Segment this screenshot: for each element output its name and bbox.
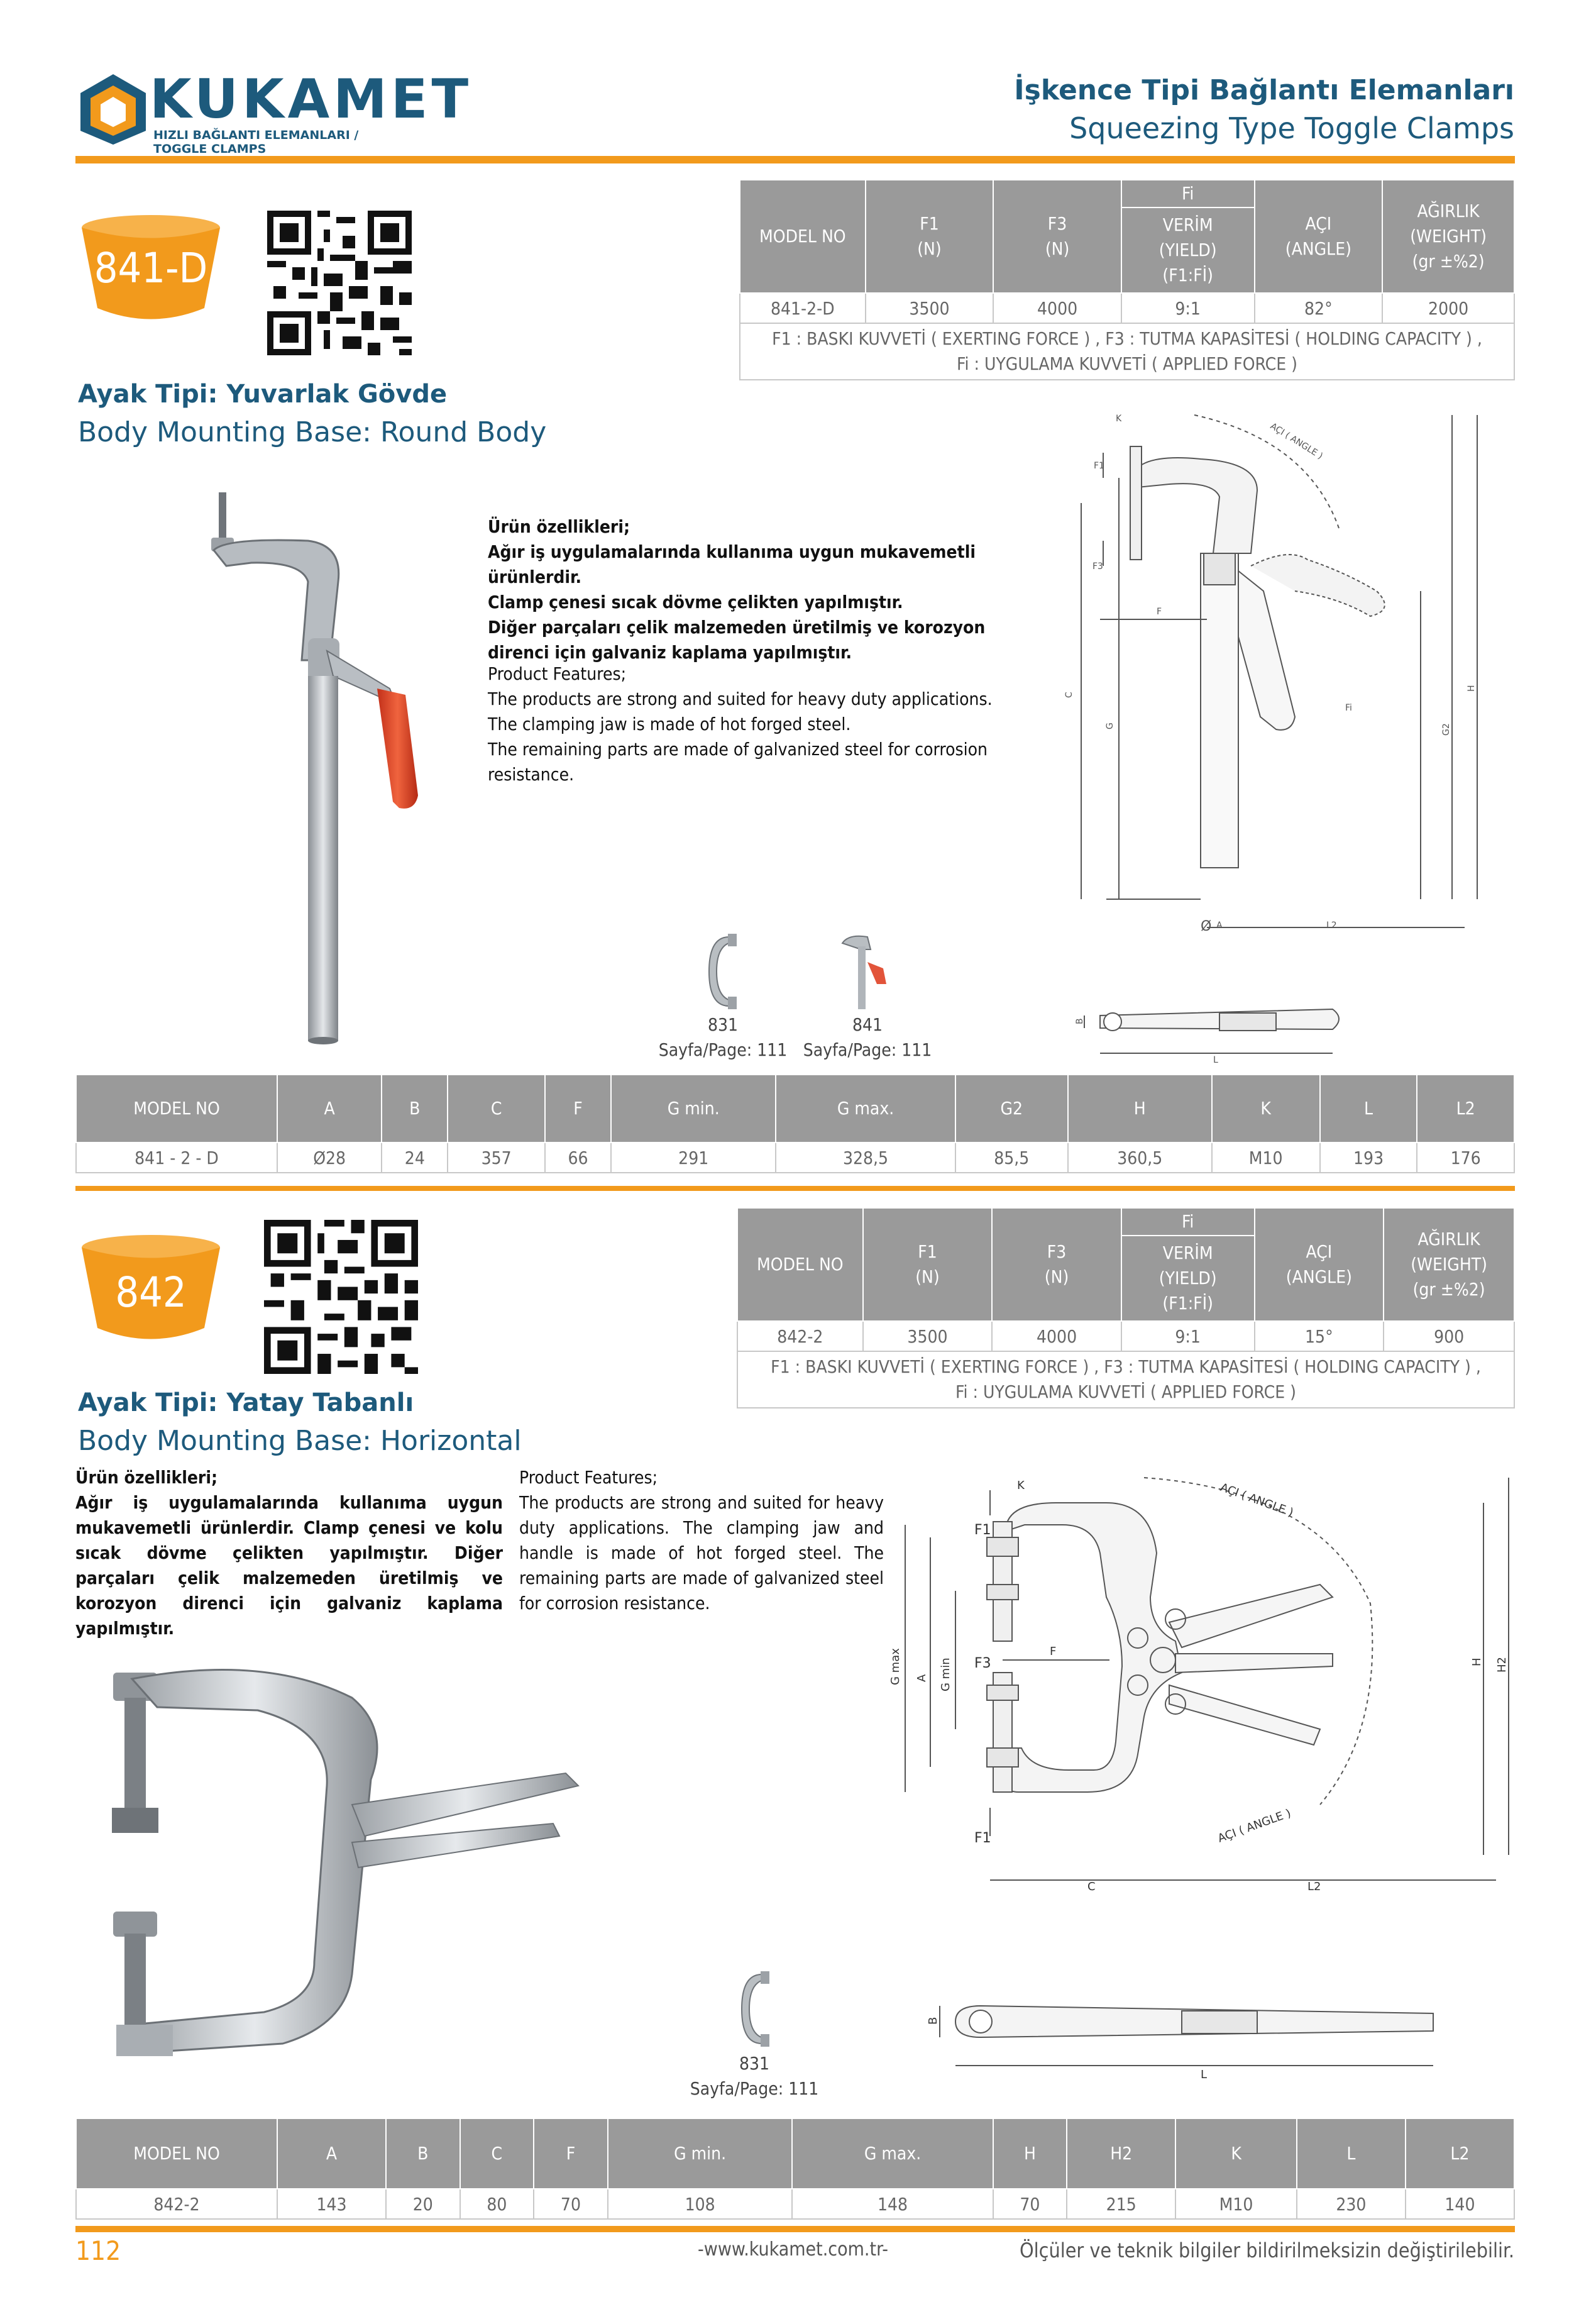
svg-text:L: L: [1201, 2068, 1208, 2081]
product-photo-842: [75, 1660, 629, 2069]
header-divider: [75, 156, 1515, 163]
svg-text:K: K: [1017, 1479, 1025, 1492]
svg-text:F: F: [1050, 1645, 1057, 1658]
dims-cell: 108: [608, 2189, 793, 2219]
dims-cell: 85,5: [955, 1143, 1068, 1173]
section-heading-tr: Ayak Tipi: Yuvarlak Gövde: [78, 380, 448, 409]
dims-header-cell: B: [386, 2118, 460, 2189]
dims-cell: 70: [534, 2189, 608, 2219]
qr-code-icon: [264, 1220, 418, 1374]
spec-legend: F1 : BASKI KUVVETİ ( EXERTING FORCE ) , F3 : TUTMA KAPASİTESİ ( HOLDING CAPACITY ) , Fi : UYGULAMA KUVVETİ ( APPLIED FORCE ): [740, 323, 1514, 380]
dims-cell: 193: [1320, 1143, 1417, 1173]
dims-cell: Ø28: [277, 1143, 382, 1173]
dims-cell: 357: [448, 1143, 545, 1173]
svg-text:H: H: [1467, 685, 1477, 692]
dims-cell: 143: [277, 2189, 386, 2219]
feature-line: The remaining parts are made of galvanized steel for corrosion resistance.: [488, 739, 988, 785]
spec-header-f1: F1 (N): [866, 180, 994, 293]
svg-text:L2: L2: [1326, 921, 1337, 931]
disclaimer: Ölçüler ve teknik bilgiler bildirilmeksizin değiştirilebilir.: [1019, 2238, 1514, 2262]
section-heading-en: Body Mounting Base: Round Body: [78, 416, 547, 448]
svg-text:B: B: [927, 2017, 940, 2025]
dims-cell: 230: [1297, 2189, 1406, 2219]
features-en-block: [488, 661, 1054, 787]
svg-text:AÇI ( ANGLE ): AÇI ( ANGLE ): [1218, 1480, 1296, 1520]
qr-code-icon: [267, 211, 412, 355]
dims-cell: 841 - 2 - D: [76, 1143, 277, 1173]
feature-line: Clamp çenesi sıcak dövme çelikten yapılmıştır.: [488, 592, 903, 612]
features-title-tr: Ürün özellikleri;: [488, 516, 630, 537]
feature-line: The clamping jaw is made of hot forged steel.: [488, 714, 851, 734]
dims-header-cell: L2: [1406, 2118, 1514, 2189]
spec-header-f3: F3 (N): [993, 180, 1121, 293]
product-code: 841-D: [94, 244, 208, 292]
dims-header-cell: F: [534, 2118, 608, 2189]
dims-header-cell: G2: [955, 1075, 1068, 1143]
dims-cell: 66: [545, 1143, 611, 1173]
top-view-drawing-841d: [1069, 997, 1364, 1066]
dims-cell: 24: [382, 1143, 448, 1173]
top-view-drawing-842: [927, 1987, 1458, 2081]
website-link[interactable]: -www.kukamet.com.tr-: [698, 2238, 888, 2260]
dims-header-cell: H: [1068, 1075, 1212, 1143]
svg-text:F1: F1: [974, 1830, 991, 1846]
dims-header-cell: G min.: [608, 2118, 793, 2189]
svg-text:AÇI ( ANGLE ): AÇI ( ANGLE ): [1216, 1807, 1293, 1845]
svg-text:A: A: [915, 1674, 928, 1682]
related-item-831[interactable]: 831 Sayfa/Page: 111: [658, 1014, 788, 1060]
spec-table: MODEL NO F1 (N) F3 (N) Fi AÇI (ANGLE) AĞIRLIK (WEIGHT) (gr ±%2) VERİM (YIELD) (F1:Fİ) 842-2 3500 4000 9:1 15° 900 F1 : BASKI KUVVETİ ( EXERTING FORCE ) , F3 : TUTMA KAPASİTESİ ( HOLDING CAPACITY ) , Fi : UYGULAMA KUVVETİ ( APPLIED FORCE ): [737, 1207, 1515, 1408]
svg-text:L2: L2: [1307, 1880, 1321, 1893]
spec-header-angle: AÇI (ANGLE): [1255, 180, 1383, 293]
page-number: 112: [75, 2235, 121, 2266]
feature-line: Ağır iş uygulamalarında kullanıma uygun mukavemetli ürünlerdir.: [488, 541, 976, 587]
dims-cell: 140: [1406, 2189, 1514, 2219]
features-title-tr: Ürün özellikleri;: [75, 1467, 218, 1488]
svg-text:G: G: [1105, 722, 1115, 729]
dims-header-cell: H2: [1067, 2118, 1175, 2189]
product-photo-841d: [189, 487, 490, 1047]
svg-text:B: B: [1075, 1018, 1085, 1024]
related-clamp-841-icon: [836, 931, 893, 1012]
svg-text:A: A: [1216, 921, 1223, 931]
dims-header-cell: C: [460, 2118, 534, 2189]
dims-cell: 176: [1417, 1143, 1514, 1173]
svg-text:F1: F1: [974, 1522, 991, 1538]
dims-header-cell: G min.: [611, 1075, 776, 1143]
dims-header-cell: L2: [1417, 1075, 1514, 1143]
dims-cell: 70: [993, 2189, 1067, 2219]
spec-header-fi: Fi: [1121, 180, 1255, 208]
dims-cell: 80: [460, 2189, 534, 2219]
dims-cell: 291: [611, 1143, 776, 1173]
svg-text:Fi: Fi: [1345, 703, 1352, 713]
table-row: 841-2-D 3500 4000 9:1 82° 2000: [740, 293, 1514, 323]
related-item-831[interactable]: 831 Sayfa/Page: 111: [690, 2053, 819, 2099]
table-row: 842-2 3500 4000 9:1 15° 900: [737, 1321, 1514, 1351]
dims-header-cell: K: [1212, 1075, 1320, 1143]
feature-text: The products are strong and suited for heavy duty applications. The clamping jaw and handle is made of hot forged steel. The remaining parts are made of galvanized steel for corrosion resistance.: [519, 1492, 884, 1613]
features-title-en: Product Features;: [488, 663, 627, 684]
dims-header-cell: A: [277, 2118, 386, 2189]
spec-header-model: MODEL NO: [740, 180, 866, 293]
svg-text:G2: G2: [1441, 723, 1451, 736]
dims-cell: 328,5: [776, 1143, 955, 1173]
dimension-table: [75, 2118, 1515, 2220]
spec-table: [739, 179, 1515, 380]
technical-drawing-841d: [1043, 402, 1515, 943]
section-divider: [75, 1186, 1515, 1191]
svg-text:H: H: [1470, 1657, 1483, 1666]
features-title-en: Product Features;: [519, 1467, 658, 1488]
features-tr-block: [488, 514, 1041, 665]
dims-header-cell: MODEL NO: [76, 2118, 277, 2189]
svg-text:F1: F1: [1094, 461, 1104, 471]
svg-text:Ø: Ø: [1201, 919, 1212, 934]
dims-header-cell: C: [448, 1075, 545, 1143]
svg-text:AÇI ( ANGLE ): AÇI ( ANGLE ): [1268, 421, 1324, 462]
logo-text: KUKAMET: [150, 68, 473, 131]
dims-header-cell: MODEL NO: [76, 1075, 277, 1143]
dims-header-cell: B: [382, 1075, 448, 1143]
dims-cell: 148: [792, 2189, 993, 2219]
svg-text:F: F: [1157, 607, 1162, 617]
dims-cell: 360,5: [1068, 1143, 1212, 1173]
dims-header-cell: G max.: [776, 1075, 955, 1143]
section-heading-tr: Ayak Tipi: Yatay Tabanlı: [78, 1388, 414, 1417]
svg-text:G min: G min: [939, 1657, 952, 1691]
svg-text:K: K: [1116, 414, 1122, 424]
feature-text: Ağır iş uygulamalarında kullanıma uygun mukavemetli ürünlerdir. Clamp çenesi ve kolu sıcak dövme çelikten yapılmıştır. Diğer parçaları çelik malzemeden üretilmiş ve korozyon direnci için galvaniz kaplama yapılmıştır.: [75, 1492, 503, 1639]
svg-text:C: C: [1087, 1880, 1096, 1893]
dimension-table: [75, 1074, 1515, 1173]
spec-legend: F1 : BASKI KUVVETİ ( EXERTING FORCE ) , F3 : TUTMA KAPASİTESİ ( HOLDING CAPACITY ) , Fi : UYGULAMA KUVVETİ ( APPLIED FORCE ): [737, 1351, 1514, 1408]
dims-cell: 20: [386, 2189, 460, 2219]
logo-mark-icon: [75, 70, 151, 146]
svg-text:G max: G max: [889, 1648, 902, 1685]
kukamet-logo: [75, 68, 473, 156]
dims-header-cell: H: [993, 2118, 1067, 2189]
page-title-block: [1014, 74, 1514, 145]
dims-header-cell: F: [545, 1075, 611, 1143]
spec-header-yield: VERİM (YIELD) (F1:Fİ): [1121, 208, 1255, 293]
section-heading-en: Body Mounting Base: Horizontal: [78, 1425, 522, 1457]
table-row: [76, 2189, 1514, 2219]
spec-header-weight: AĞIRLIK (WEIGHT) (gr ±%2): [1382, 180, 1514, 293]
svg-text:L: L: [1213, 1055, 1218, 1065]
page-title-tr: İşkence Tipi Bağlantı Elemanları: [1014, 74, 1514, 106]
svg-text:F3: F3: [974, 1656, 991, 1671]
dims-header-cell: L: [1297, 2118, 1406, 2189]
svg-text:C: C: [1064, 692, 1074, 698]
product-code: 842: [115, 1268, 187, 1317]
features-en-block: [519, 1465, 884, 1616]
dims-header-cell: G max.: [792, 2118, 993, 2189]
logo-subtitle: HIZLI BAĞLANTI ELEMANLARI / TOGGLE CLAMPS: [153, 128, 359, 156]
product-badge: [79, 1234, 223, 1347]
related-item-841[interactable]: 841 Sayfa/Page: 111: [803, 1014, 932, 1060]
dims-cell: 215: [1067, 2189, 1175, 2219]
feature-line: The products are strong and suited for heavy duty applications.: [488, 689, 993, 709]
related-clamp-831-icon: [703, 931, 740, 1012]
svg-text:H2: H2: [1495, 1657, 1509, 1673]
related-clamp-831-icon: [735, 1968, 773, 2050]
dims-cell: 842-2: [76, 2189, 277, 2219]
footer-divider: [75, 2226, 1515, 2232]
dims-cell: M10: [1212, 1143, 1320, 1173]
features-tr-block: [75, 1465, 503, 1641]
feature-line: Diğer parçaları çelik malzemeden üretilmiş ve korozyon direnci için galvaniz kaplama yapılmıştır.: [488, 617, 986, 663]
product-badge: [79, 214, 223, 327]
dims-cell: M10: [1175, 2189, 1297, 2219]
dims-header-cell: K: [1175, 2118, 1297, 2189]
svg-text:F3: F3: [1092, 562, 1103, 572]
page-title-en: Squeezing Type Toggle Clamps: [1069, 111, 1514, 145]
dims-header-cell: A: [277, 1075, 382, 1143]
table-row: [76, 1143, 1514, 1173]
technical-drawing-842: [880, 1465, 1515, 1956]
dims-header-cell: L: [1320, 1075, 1417, 1143]
